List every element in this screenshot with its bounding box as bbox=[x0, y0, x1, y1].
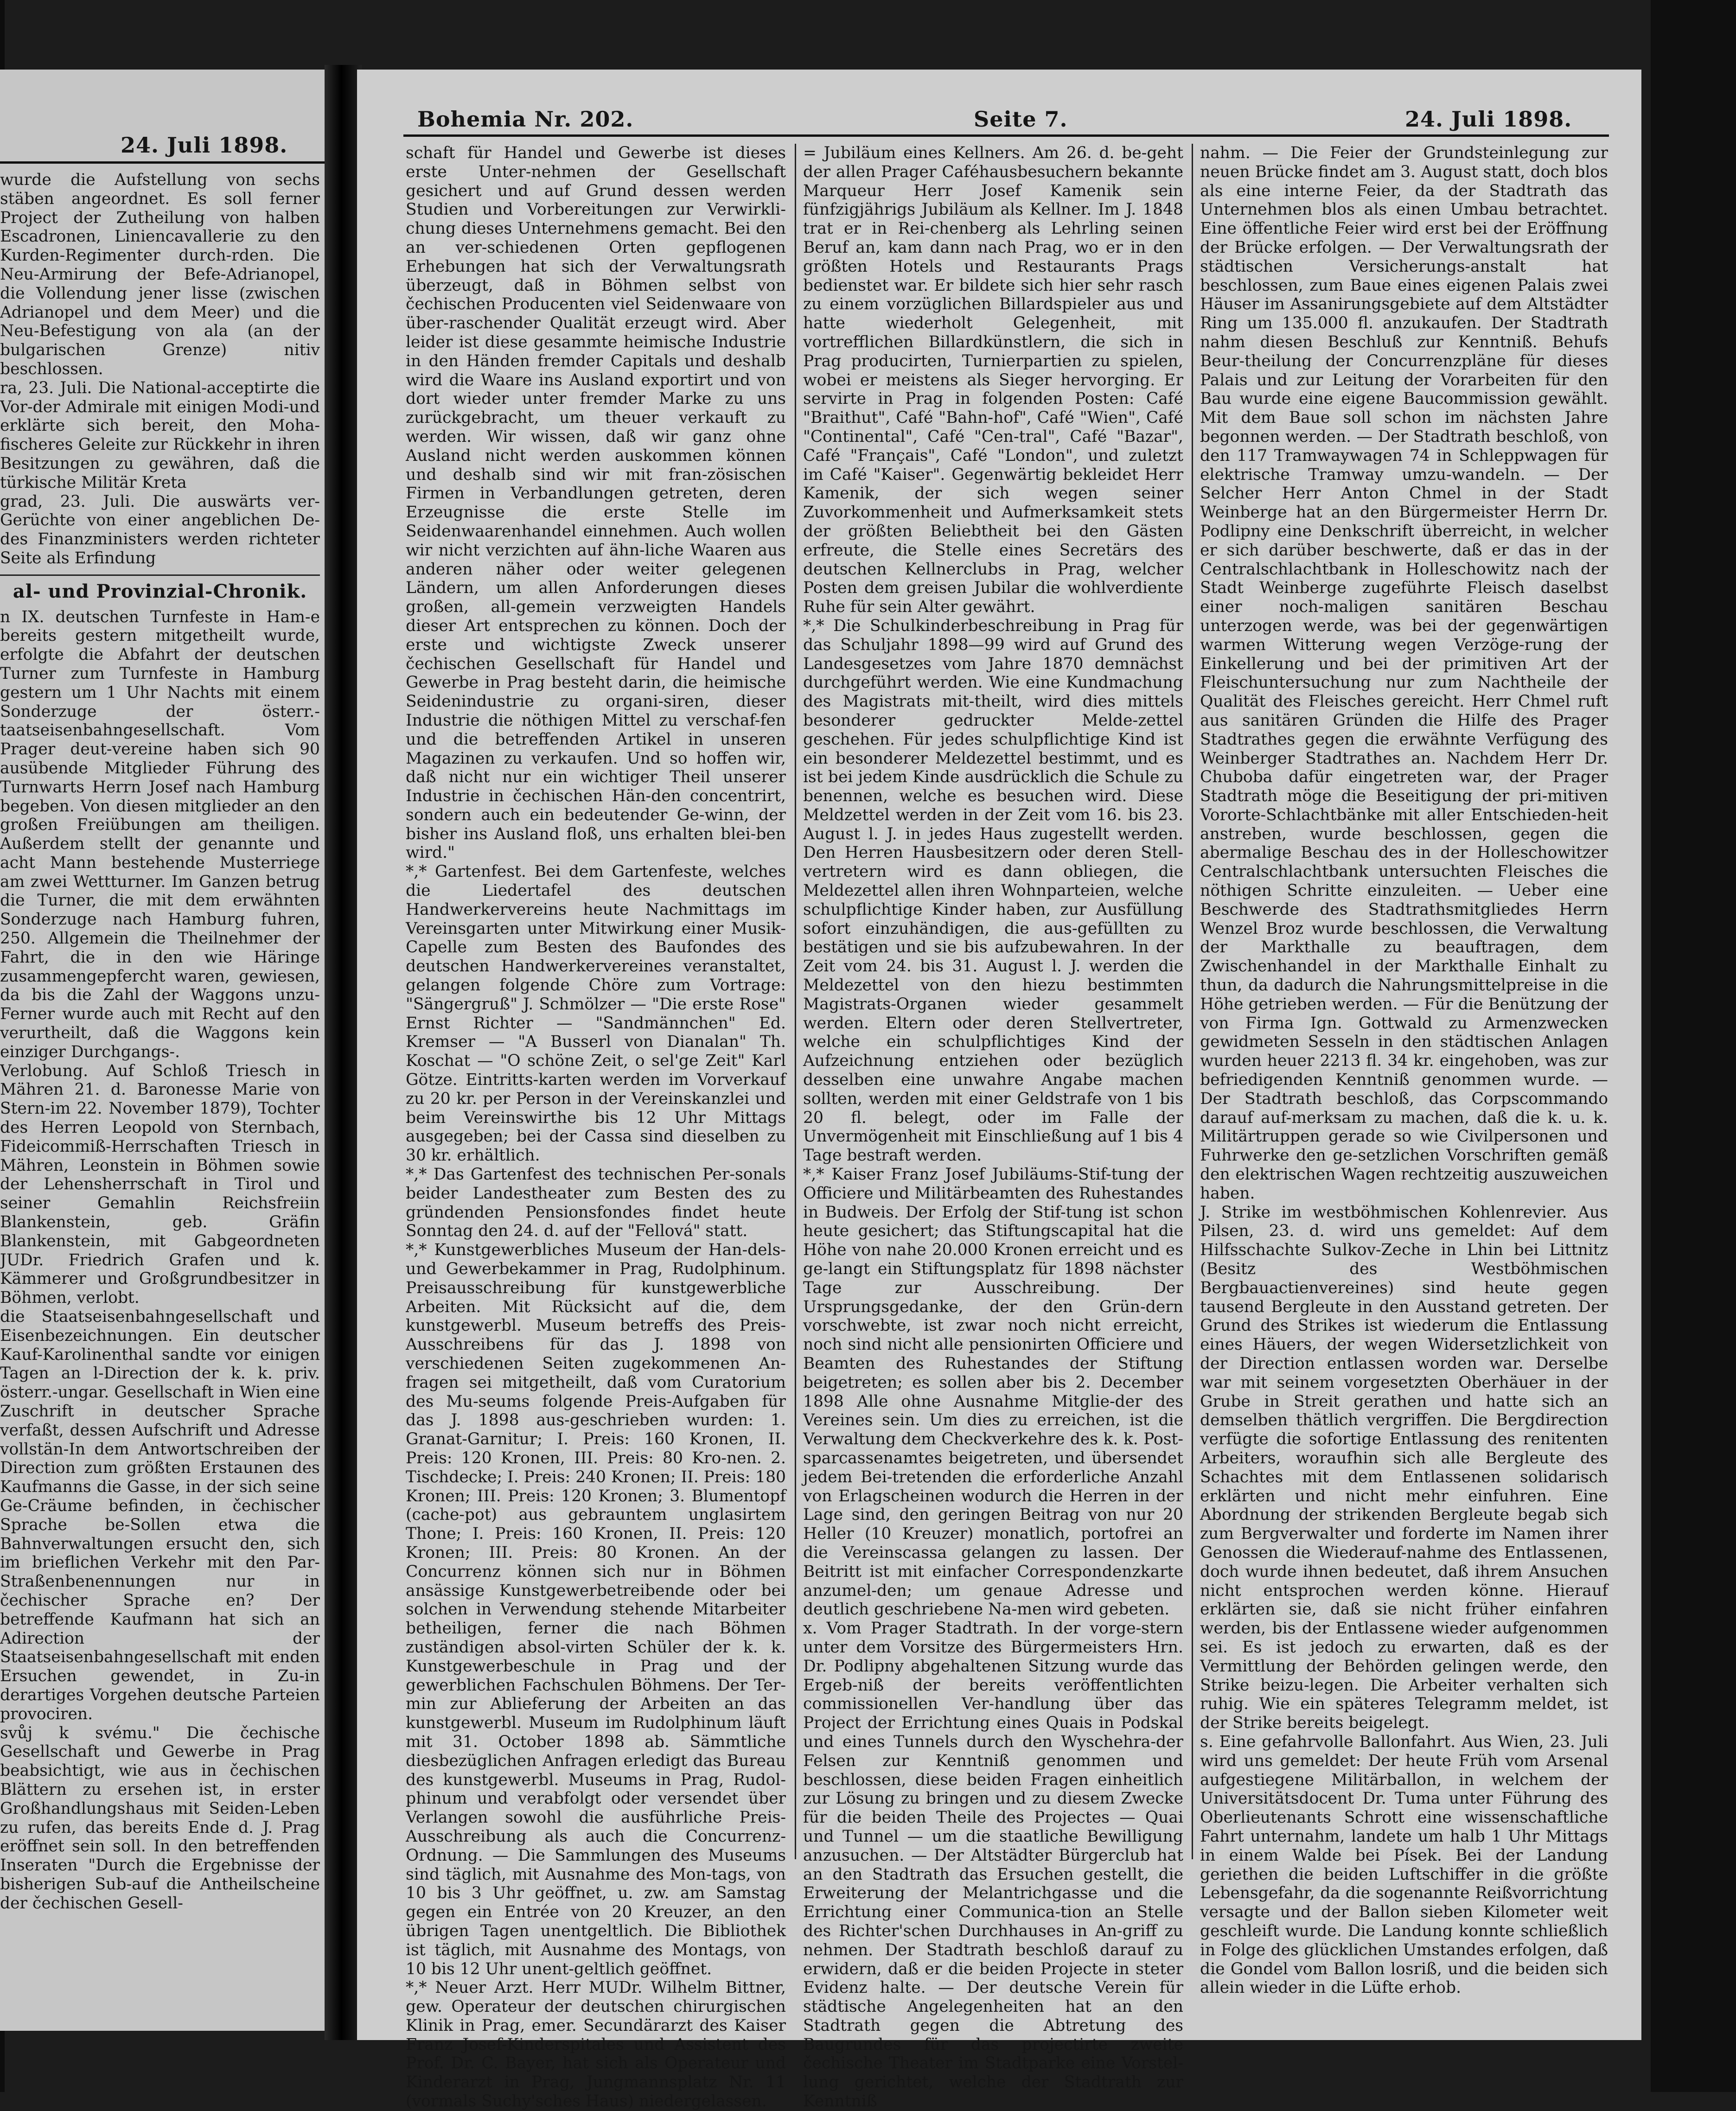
section-rule bbox=[0, 574, 320, 576]
scan-border-right bbox=[1651, 0, 1736, 2092]
left-page-date: 24. Juli 1898. bbox=[121, 133, 288, 158]
paragraph: svůj k svému." Die čechische Gesellschaft und Gewerbe in Prag beabsichtigt, wie aus in čechischen Blättern zu ersehen ist, in erster Großhandlungshaus mit Seiden-Leben zu rufen, das bereits Ende d. J. Prag eröffnet sein soll. In den betreffenden Inseraten "Durch die Ergebnisse der bisherigen Sub-auf die Antheilscheine der čechischen Gesell- bbox=[0, 1723, 320, 1913]
paragraph: grad, 23. Juli. Die auswärts ver-Gerüchte von einer angeblichen De-des Finanzministers werden richteter Seite als Erfindung bbox=[0, 492, 320, 568]
left-page-column bbox=[0, 171, 320, 2021]
paragraph: x. Vom Prager Stadtrath. In der vorge-stern unter dem Vorsitze des Bürgermeisters Hrn. Dr. Podlipny abgehaltenen Sitzung wurde das Ergeb-niß der bereits veröffentlichten commissionellen Ver-handlung über das Project der Errichtung eines Quais in Podskal und eines Tunnels durch den Wyschehra-der Felsen zur Kenntniß genommen und beschlossen, diese beiden Fragen einheitlich zur Lösung zu bringen und zu diesem Zwecke für die beiden Theile des Projectes — Quai und Tunnel — um die staatliche Bewilligung anzusuchen. — Der Altstädter Bürgerclub hat an den Stadtrath das Ersuchen gestellt, die Erweiterung der Melantrichgasse und die Errichtung einer Communica-tion an Stelle des Richter'schen Durchhauses in An-griff zu nehmen. Der Stadtrath beschloß darauf zu erwidern, daß er die beiden Projecte in steter Evidenz halte. — Der deutsche Verein für städtische Angelegenheiten hat an den Stadtrath gegen die Abtretung des Baugrundes für das projectirte zweite čechische Theater im Stadtparke eine Vorstel-lung gerichtet, welche der Stadtrath zur Kenntniß bbox=[803, 1619, 1183, 2111]
paragraph: = Jubiläum eines Kellners. Am 26. d. be-geht der allen Prager Caféhausbesuchern bekannte Marqueur Herr Josef Kamenik sein fünfzigjährigs Jubiläum als Kellner. Im J. 1848 trat er in Rei-chenberg als Lehrling seinen Beruf an, kam dann nach Prag, wo er in den größten Hotels und Restaurants Prags bedienstet war. Er bildete sich hier sehr rasch zu einem vorzüglichen Billardspieler aus und hatte wiederholt Gelegenheit, mit vortrefflichen Billardkünstlern, die sich in Prag producirten, Turnierpartien zu spielen, wobei er meistens als Sieger hervorging. Er servirte in Prag in folgenden Posten: Café "Braithut", Café "Bahn-hof", Café "Wien", Café "Continental", Café "Cen-tral", Café "Bazar", Café "Français", Café "London", und zuletzt im Café "Kaiser". Gegenwärtig bekleidet Herr Kamenik, der sich wegen seiner Zuvorkommenheit und Aufmerksamkeit stets der größten Beliebtheit bei den Gästen erfreute, die Stelle eines Secretärs des deutschen Kellnerclubs in Prag, welcher Posten dem greisen Jubilar die wohlverdiente Ruhe für sein Alter gewährt. bbox=[803, 144, 1183, 617]
paragraph: wurde die Aufstellung von sechs stäben angeordnet. Es soll ferner Project der Zutheilung von halben Escadronen, Liniencavallerie zu den Kurden-Regimenter durch-rden. Die Neu-Armirung der Befe-Adrianopel, die Vollendung jener lisse (zwischen Adrianopel und dem Meer) und die Neu-Befestigung von ala (an der bulgarischen Grenze) nitiv beschlossen. bbox=[0, 171, 320, 378]
column-divider bbox=[1192, 144, 1193, 1859]
section-heading: al- und Provinzial-Chronik. bbox=[13, 580, 307, 602]
column-2 bbox=[803, 144, 1183, 2111]
masthead-issue: Bohemia Nr. 202. bbox=[417, 107, 634, 132]
header-date: 24. Juli 1898. bbox=[1405, 107, 1572, 132]
paragraph: Verlobung. Auf Schloß Triesch in Mähren 21. d. Baronesse Marie von Stern-im 22. November 1879), Tochter des Herren Leopold von Sternbach, Fideicommiß-Herrschaften Triesch in Mähren, Leonstein in Böhmen sowie der Lehensherrschaft in Tirol und seiner Gemahlin Reichsfreiin Blankenstein, geb. Gräfin Blankenstein, mit Gabgeordneten JUDr. Friedrich Grafen und k. Kämmerer und Großgrundbesitzer in Böhmen, verlobt. bbox=[0, 1061, 320, 1307]
paragraph: n IX. deutschen Turnfeste in Ham-e bereits gestern mitgetheilt wurde, erfolgte die Abfahrt der deutschen Turner zum Turnfeste in Hamburg gestern um 1 Uhr Nachts mit einem Sonderzuge der österr.-taatseisenbahngesellschaft. Vom Prager deut-vereine haben sich 90 ausübende Mitglieder Führung des Turnwarts Herrn Josef nach Hamburg begeben. Von diesen mitglieder an den großen Freiübungen am theiligen. Außerdem stellt der genannte und acht Mann bestehende Musterriege am zwei Wettturner. Im Ganzen betrug die Turner, die mit dem erwähnten Sonderzuge nach Hamburg fuhren, 250. Allgemein die Theilnehmer der Fahrt, die in den wie Häringe zusammengepfercht waren, gewiesen, da bis die Zahl der Waggons unzu-Ferner wurde auch mit Recht auf den verurtheilt, daß die Waggons kein einziger Durchgangs-. bbox=[0, 607, 320, 1061]
page-gutter bbox=[325, 65, 362, 2040]
column-divider bbox=[795, 144, 796, 1859]
paragraph: s. Eine gefahrvolle Ballonfahrt. Aus Wien, 23. Juli wird uns gemeldet: Der heute Früh vom Arsenal aufgestiegene Militärballon, in welchem der Universitätsdocent Dr. Tuma unter Führung des Oberlieutenants Schrott eine wissenschaftliche Fahrt unternahm, landete um halb 1 Uhr Mittags in einem Walde bei Písek. Bei der Landung geriethen die beiden Luftschiffer in die größte Lebensgefahr, da die sogenannte Reißvorrichtung versagte und der Ballon sieben Kilometer weit geschleift wurde. Die Landung konnte schließlich in Folge des glücklichen Umstandes erfolgen, daß die Gondel vom Ballon losriß, und die beiden sich allein wieder in die Lüfte erhob. bbox=[1200, 1732, 1608, 1997]
paragraph: schaft für Handel und Gewerbe ist dieses erste Unter-nehmen der Gesellschaft gesichert und auf Grund dessen werden Studien und Vorbereitungen zur Verwirkli-chung dieses Unternehmens gemacht. Bei den an ver-schiedenen Orten gepflogenen Erhebungen hat sich der Verwaltungsrath überzeugt, daß in Böhmen selbst von čechischen Producenten viel Seidenwaare von über-raschender Qualität erzeugt wird. Aber leider ist diese gesammte heimische Industrie in den Händen fremder Capitals und deshalb wird die Waare ins Ausland exportirt und von dort wieder unter fremder Marke zu uns zurückgebracht, um theuer verkauft zu werden. Wir wissen, daß wir ganz ohne Ausland nicht werden auskommen können und deshalb sind wir mit fran-zösischen Firmen in Verbandlungen getreten, deren Erzeugnisse die erste Stelle im Seidenwaarenhandel einnehmen. Auch wollen wir nicht verzichten auf ähn-liche Waaren aus anderen näher oder weiter gelegenen Ländern, um allen Anforderungen dieses großen, all-gemein verzweigten Handels dieser Art entsprechen zu können. Doch der erste und wichtigste Zweck unserer čechischen Gesellschaft für Handel und Gewerbe in Prag besteht darin, die heimische Seidenindustrie zu organi-siren, dieser Industrie die nöthigen Mittel zu verschaf-fen und die betreffenden Artikel in unseren Magazinen zu verkaufen. Und so hoffen wir, daß nicht nur ein wichtiger Theil unserer Industrie in čechischen Hän-den concentrirt, sondern auch ein bedeutender Ge-winn, der bisher ins Ausland floß, uns erhalten blei-ben wird." bbox=[406, 144, 786, 862]
column-1 bbox=[406, 144, 786, 2111]
paragraph: die Staatseisenbahngesellschaft und Eisenbezeichnungen. Ein deutscher Kauf-Karolinenthal sandte vor einigen Tagen an l-Direction der k. k. priv. österr.-ungar. Gesellschaft in Wien eine Zuschrift in deutscher Sprache verfaßt, dessen Aufschrift und Adresse vollstän-In dem Antwortschreiben der Direction zum größten Erstaunen des Kaufmanns die Gasse, in der sich seine Ge-Cräume befinden, in čechischer Sprache be-Sollen etwa die Bahnverwaltungen ersucht den, sich im brieflichen Verkehr mit den Par-Straßenbenennungen nur in čechischer Sprache en? Der betreffende Kaufmann hat sich an Adirection der Staatseisenbahngesellschaft mit enden Ersuchen gewendet, in Zu-in derartiges Vorgehen deutsche Parteien provociren. bbox=[0, 1307, 320, 1723]
paragraph: *,* Kunstgewerbliches Museum der Han-dels- und Gewerbekammer in Prag, Rudolphinum. Preisausschreibung für kunstgewerbliche Arbeiten. Mit Rücksicht auf die, dem kunstgewerbl. Museum betreffs des Preis-Ausschreibens für das J. 1898 von verschiedenen Seiten zugekommenen An-fragen sei mitgetheilt, daß vom Curatorium des Mu-seums folgende Preis-Aufgaben für das J. 1898 aus-geschrieben wurden: 1. Granat-Garnitur; I. Preis: 160 Kronen, II. Preis: 120 Kronen, III. Preis: 80 Kro-nen. 2. Tischdecke; I. Preis: 240 Kronen; II. Preis: 180 Kronen; III. Preis: 120 Kronen; 3. Blumentopf (cache-pot) aus gebrauntem unglasirtem Thone; I. Preis: 160 Kronen, II. Preis: 120 Kronen; III. Preis: 80 Kronen. An der Concurrenz können sich nur in Böhmen ansässige Kunstgewerbetreibende oder bei solchen in Verwendung stehende Mitarbeiter betheiligen, ferner die nach Böhmen zuständigen absol-virten Schüler der k. k. Kunstgewerbeschule in Prag und der gewerblichen Fachschulen Böhmens. Der Ter-min zur Ablieferung der Arbeiten an das kunstgewerbl. Museum im Rudolphinum läuft mit 31. October 1898 ab. Sämmtliche diesbezüglichen Anfragen erledigt das Bureau des kunstgewerbl. Museums in Prag, Rudol-phinum und verabfolgt oder versendet über Verlangen sowohl die ausführliche Preis-Ausschreibung als auch die Concurrenz-Ordnung. — Die Sammlungen des Museums sind täglich, mit Ausnahme des Mon-tags, von 10 bis 3 Uhr geöffnet, u. zw. am Samstag gegen ein Entrée von 20 Kreuzer, an den übrigen Tagen unentgeltlich. Die Bibliothek ist täglich, mit Ausnahme des Montags, von 10 bis 12 Uhr unent-geltlich geöffnet. bbox=[406, 1241, 786, 1978]
paragraph: J. Strike im westböhmischen Kohlenrevier. Aus Pilsen, 23. d. wird uns gemeldet: Auf dem Hilfsschachte Sulkov-Zeche in Lhin bei Littnitz (Besitz des Westböhmischen Bergbauactienvereines) sind heute gegen tausend Bergleute in den Ausstand getreten. Der Grund des Strikes ist wiederum die Entlassung eines Häuers, der wegen Widersetzlichkeit von der Direction entlassen worden war. Derselbe war mit seinem vorgesetzten Oberhäuer in der Grube in Streit gerathen und hatte sich an demselben thätlich vergriffen. Die Bergdirection verfügte die sofortige Entlassung des renitenten Arbeiters, woraufhin sich alle Bergleute des Schachtes mit dem Entlassenen solidarisch erklärten und nicht mehr einfuhren. Eine Abordnung der strikenden Bergleute begab sich zum Bergverwalter und forderte im Namen ihrer Genossen die Wiederauf-nahme des Entlassenen, doch wurde ihnen bedeutet, daß ihrem Ansuchen nicht entsprochen werden könne. Hierauf erklärten sie, daß sie nicht früher einfahren werden, bis der Entlassene wieder aufgenommen sei. Es ist jedoch zu erwarten, daß es der Vermittlung der Behörden gelingen werde, den Strike beizu-legen. Die Arbeiter verhalten sich ruhig. Wie ein späteres Telegramm meldet, ist der Strike bereits beigelegt. bbox=[1200, 1203, 1608, 1733]
paragraph: *,* Gartenfest. Bei dem Gartenfeste, welches die Liedertafel des deutschen Handwerkervereins heute Nachmittags im Vereinsgarten unter Mitwirkung einer Musik-Capelle zum Besten des Baufondes des deutschen Handwerkervereines veranstaltet, gelangen folgende Chöre zum Vortrage: "Sängergruß" J. Schmölzer — "Die erste Rose" Ernst Richter — "Sandmännchen" Ed. Kremser — "A Busserl von Dianalan" Th. Koschat — "O schöne Zeit, o sel'ge Zeit" Karl Götze. Eintritts-karten werden im Vorverkauf zu 20 kr. per Person in der Vereinskanzlei und beim Vereinswirthe bis 12 Uhr Mittags ausgegeben; bei der Cassa sind dieselben zu 30 kr. erhältlich. bbox=[406, 862, 786, 1165]
page-number: Seite 7. bbox=[974, 107, 1068, 132]
left-page bbox=[0, 70, 334, 2031]
paragraph: *,* Die Schulkinderbeschreibung in Prag für das Schuljahr 1898—99 wird auf Grund des Landesgesetzes vom Jahre 1870 demnächst durchgeführt werden. Wie eine Kundmachung des Magistrats mit-theilt, wird dies mittels besonderer gedruckter Melde-zettel geschehen. Für jedes schulpflichtige Kind ist ein besonderer Meldezettel bestimmt, und es ist bei jedem Kinde ausdrücklich die Schule zu benennen, welche es besuchen wird. Diese Meldzettel werden in der Zeit vom 16. bis 23. August l. J. in jedes Haus zugestellt werden. Den Herren Hausbesitzern oder deren Stell-vertretern wird es dann obliegen, die Meldezettel allen ihren Wohnparteien, welche schulpflichtige Kinder haben, zur Ausfüllung sofort einzuhändigen, die aus-gefüllten zu bestätigen und sie bis aufzubewahren. In der Zeit vom 24. bis 31. August l. J. werden die Meldezettel von den hiezu bestimmten Magistrats-Organen wieder gesammelt werden. Eltern oder deren Stellvertreter, welche ein schulpflichtiges Kind der Aufzeichnung entziehen oder bezüglich desselben eine unwahre Angabe machen sollten, werden mit einer Geldstrafe von 1 bis 20 fl. belegt, oder im Falle der Unvermögenheit mit Einschließung auf 1 bis 4 Tage bestraft werden. bbox=[803, 616, 1183, 1165]
header-rule bbox=[403, 134, 1609, 137]
paragraph: *,* Neuer Arzt. Herr MUDr. Wilhelm Bittner, gew. Operateur der deutschen chirurgischen Klinik in Prag, emer. Secundärarzt des Kaiser Franz Josef-Kinderspitales und Assistent des Prof. Dr. C. Bayer, hat sich als Operateur und Kinderarzt in Prag, Jungmannsplatz Nr. 11 (vormals Suchy'sches Haus) niedergelassen. bbox=[406, 1978, 786, 2111]
column-3 bbox=[1200, 144, 1608, 1997]
paragraph: *,* Kaiser Franz Josef Jubiläums-Stif-tung der Officiere und Militärbeamten des Ruhestandes in Budweis. Der Erfolg der Stif-tung ist schon heute gesichert; das Stiftungscapital hat die Höhe von nahe 20.000 Kronen erreicht und es ge-langt ein Stiftungsplatz für 1898 nächster Tage zur Ausschreibung. Der Ursprungsgedanke, der den Grün-dern vorschwebte, ist zwar noch nicht erreicht, noch sind nicht alle pensionirten Officiere und Beamten des Ruhestandes der Stiftung beigetreten; es sollen aber bis 2. December 1898 Alle ohne Ausnahme Mitglie-der des Vereines sein. Um dies zu erreichen, ist die Verwaltung dem Checkverkehre des k. k. Post-sparcassenamtes beigetreten, und übersendet jedem Bei-tretenden die erforderliche Anzahl von Erlagscheinen wodurch die Herren in der Lage sind, den geringen Beitrag von nur 20 Heller (10 Kreuzer) monatlich, portofrei an die Vereinscassa gelangen zu lassen. Der Beitritt ist mit einfacher Correspondenzkarte anzumel-den; um genaue Adresse und deutlich geschriebene Na-men wird gebeten. bbox=[803, 1165, 1183, 1619]
left-header-rule bbox=[0, 161, 325, 164]
left-page-header bbox=[0, 129, 334, 166]
paragraph: ra, 23. Juli. Die National-acceptirte die Vor-der Admirale mit einigen Modi-und erklärte sich bereit, den Moha-fischeres Geleite zur Rückkehr in ihren Besitzungen zu gewähren, daß die türkische Militär Kreta bbox=[0, 378, 320, 492]
paragraph: nahm. — Die Feier der Grundsteinlegung zur neuen Brücke findet am 3. August statt, doch blos als eine interne Feier, da der Stadtrath das Unternehmen blos als einen Umbau betrachtet. Eine öffentliche Feier wird erst bei der Eröffnung der Brücke erfolgen. — Der Verwaltungsrath der städtischen Versicherungs-anstalt hat beschlossen, zum Baue eines eigenen Palais zwei Häuser im Assanirungsgebiete auf dem Altstädter Ring um 135.000 fl. anzukaufen. Der Stadtrath nahm diesen Beschluß zur Kenntniß. Behufs Beur-theilung der Concurrenzpläne für dieses Palais und zur Leitung der Vorarbeiten für den Bau wurde eine eigene Baucommission gewählt. Mit dem Baue soll schon im nächsten Jahre begonnen werden. — Der Stadtrath beschloß, von den 117 Tramwaywagen 74 in Schleppwagen für elektrische Tramway umzu-wandeln. — Der Selcher Herr Anton Chmel in der Stadt Weinberge hat an den Bürgermeister Herrn Dr. Podlipny eine Denkschrift überreicht, in welcher er sich darüber beschwerte, daß er das in der Centralschlachtbank in Holleschowitz nach der Stadt Weinberge zugeführte Fleisch daselbst einer noch-maligen sanitären Beschau unterzogen werde, was bei der gegenwärtigen warmen Witterung wegen Verzöge-rung der Einkellerung und bei der primitiven Art der Fleischuntersuchung nur zum Nachtheile der Qualität des Fleisches gereicht. Herr Chmel ruft aus sanitären Gründen die Hilfe des Prager Stadtrathes gegen die erwähnte Verfügung des Weinberger Stadtrathes an. Nachdem Herr Dr. Chuboba dafür eingetreten war, der Prager Stadtrath möge die Beseitigung der pri-mitiven Vororte-Schlachtbänke mit aller Entschieden-heit anstreben, wurde beschlossen, gegen die abermalige Beschau des in der Holleschowitzer Centralschlachtbank untersuchten Fleisches die nöthigen Schritte einzuleiten. — Ueber eine Beschwerde des Stadtrathsmitgliedes Herrn Wenzel Broz wurde beschlossen, die Verwaltung der Markthalle zu beauftragen, dem Zwischenhandel in der Markthalle Einhalt zu thun, da dadurch die Nahrungsmittelpreise in die Höhe getrieben werden. — Für die Benützung der von Firma Ign. Gottwald zu Armenzwecken gewidmeten Sesseln in den städtischen Anlagen wurden heuer 2213 fl. 34 kr. eingehoben, was zur befriedigenden Kenntniß genommen wurde. — Der Stadtrath beschloß, das Corpscommando darauf auf-merksam zu machen, daß die k. u. k. Militärtruppen gerade so wie Civilpersonen und Fuhrwerke den ge-setzlichen Vorschriften gemäß den elektrischen Wagen rechtzeitig auszuweichen haben. bbox=[1200, 144, 1608, 1203]
paragraph: *,* Das Gartenfest des technischen Per-sonals beider Landestheater zum Besten des zu gründenden Pensionsfondes findet heute Sonntag den 24. d. auf der "Fellová" statt. bbox=[406, 1165, 786, 1241]
right-page bbox=[357, 70, 1641, 2111]
